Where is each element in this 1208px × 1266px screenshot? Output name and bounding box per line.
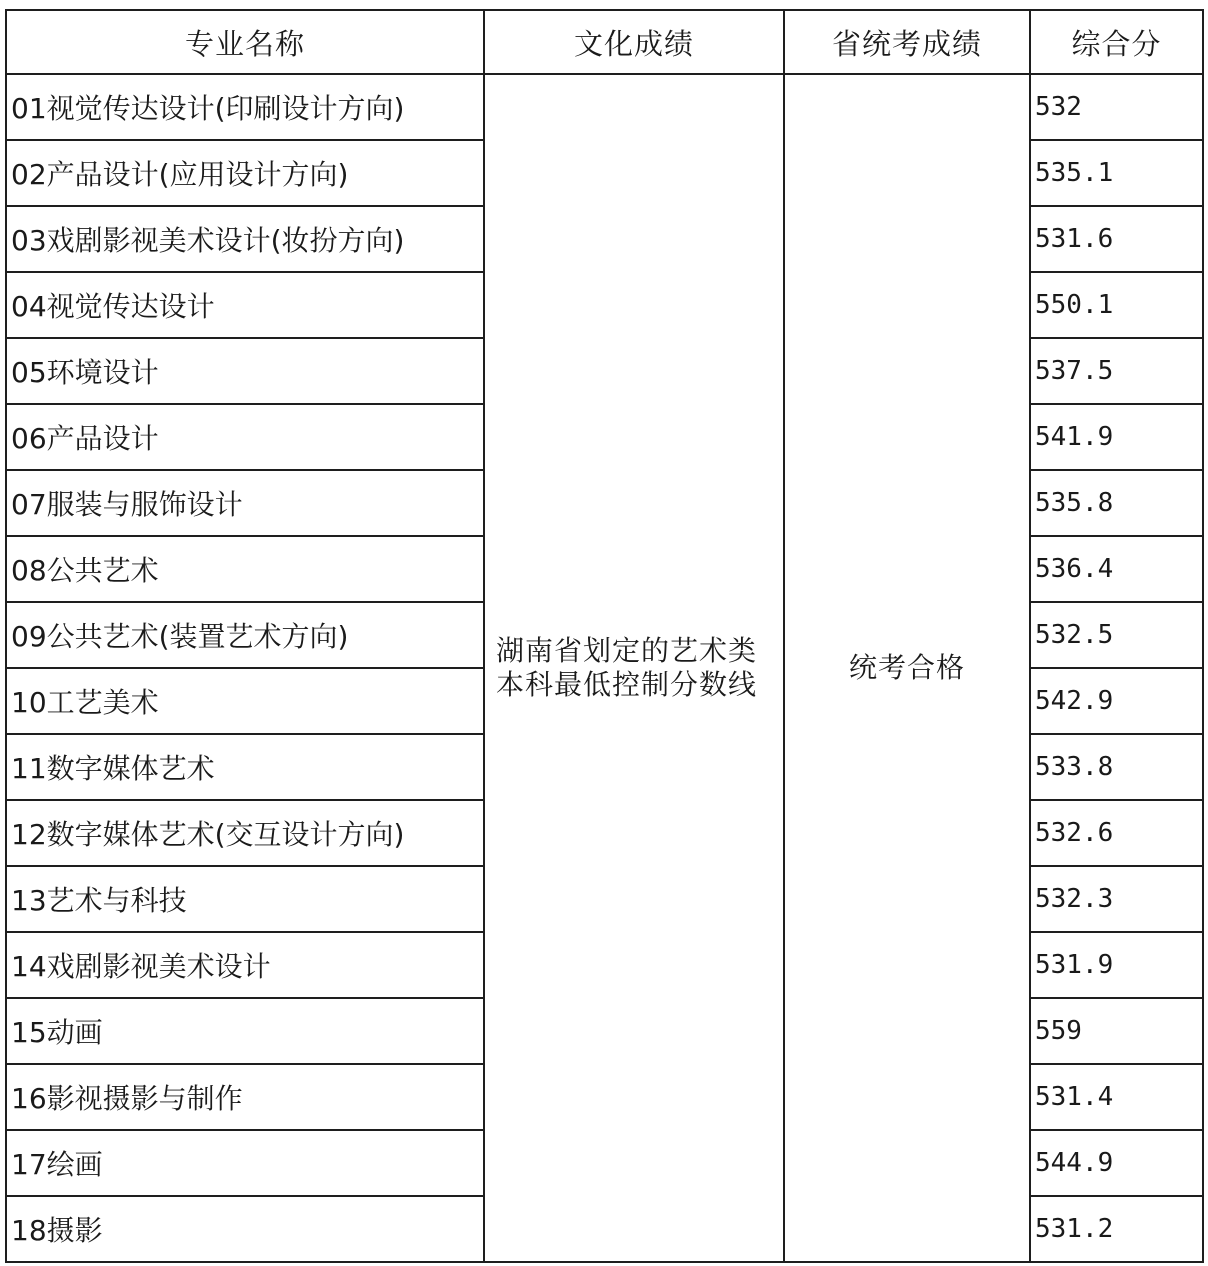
major-name-cell: 02产品设计(应用设计方向)	[6, 140, 484, 206]
admission-score-table	[5, 9, 1204, 1263]
major-name-cell: 12数字媒体艺术(交互设计方向)	[6, 800, 484, 866]
header-row	[6, 10, 1203, 74]
major-name-cell: 18摄影	[6, 1196, 484, 1262]
culture-score-cell	[484, 74, 784, 1262]
major-name-cell: 05环境设计	[6, 338, 484, 404]
major-name-cell: 09公共艺术(装置艺术方向)	[6, 602, 484, 668]
composite-score-cell: 532.5	[1030, 602, 1203, 668]
major-name-cell: 15动画	[6, 998, 484, 1064]
provincial-exam-text: 统考合格	[848, 651, 965, 684]
major-name-cell: 10工艺美术	[6, 668, 484, 734]
table-row	[6, 74, 1203, 140]
composite-score-cell: 550.1	[1030, 272, 1203, 338]
major-name-cell: 01视觉传达设计(印刷设计方向)	[6, 74, 484, 140]
major-name-cell: 04视觉传达设计	[6, 272, 484, 338]
composite-score-cell: 531.9	[1030, 932, 1203, 998]
major-name-cell: 13艺术与科技	[6, 866, 484, 932]
composite-score-cell: 541.9	[1030, 404, 1203, 470]
major-name-cell: 14戏剧影视美术设计	[6, 932, 484, 998]
major-name-cell: 08公共艺术	[6, 536, 484, 602]
major-name-cell: 16影视摄影与制作	[6, 1064, 484, 1130]
header-major-name: 专业名称	[6, 10, 484, 74]
composite-score-cell: 532.3	[1030, 866, 1203, 932]
composite-score-cell: 559	[1030, 998, 1203, 1064]
major-name-cell: 07服装与服饰设计	[6, 470, 484, 536]
composite-score-cell: 531.6	[1030, 206, 1203, 272]
major-name-cell: 03戏剧影视美术设计(妆扮方向)	[6, 206, 484, 272]
composite-score-cell: 532.6	[1030, 800, 1203, 866]
composite-score-cell: 532	[1030, 74, 1203, 140]
composite-score-cell: 535.1	[1030, 140, 1203, 206]
header-culture-score: 文化成绩	[484, 10, 784, 74]
culture-score-text: 湖南省划定的艺术类本科最低控制分数线	[496, 634, 758, 701]
composite-score-cell: 537.5	[1030, 338, 1203, 404]
header-provincial-exam-score: 省统考成绩	[784, 10, 1030, 74]
header-composite-score: 综合分	[1030, 10, 1203, 74]
composite-score-cell: 531.2	[1030, 1196, 1203, 1262]
composite-score-cell: 544.9	[1030, 1130, 1203, 1196]
composite-score-cell: 535.8	[1030, 470, 1203, 536]
composite-score-cell: 531.4	[1030, 1064, 1203, 1130]
composite-score-cell: 542.9	[1030, 668, 1203, 734]
major-name-cell: 17绘画	[6, 1130, 484, 1196]
composite-score-cell: 533.8	[1030, 734, 1203, 800]
provincial-exam-cell	[784, 74, 1030, 1262]
major-name-cell: 06产品设计	[6, 404, 484, 470]
composite-score-cell: 536.4	[1030, 536, 1203, 602]
major-name-cell: 11数字媒体艺术	[6, 734, 484, 800]
